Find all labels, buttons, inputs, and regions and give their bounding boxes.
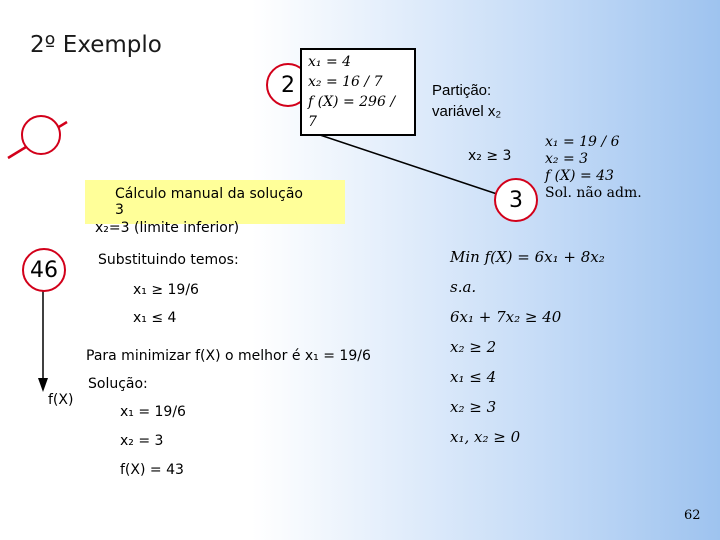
node-3-label: 3 <box>509 187 523 213</box>
node-46-label: 46 <box>30 257 58 283</box>
node-2-label: 2 <box>281 72 295 98</box>
lp-constraint-5: x₁, x₂ ≥ 0 <box>450 428 521 446</box>
node-3-fx: f (X) = 43 <box>545 168 614 184</box>
node-2-fx: f (X) = 296 / 7 <box>308 94 396 130</box>
branch-label: x₂ ≥ 3 <box>468 148 512 164</box>
manual-calc-band <box>85 180 345 224</box>
partition-line-1: Partição: <box>432 82 492 99</box>
lp-subject-to: s.a. <box>450 278 477 296</box>
node-2-x2: x₂ = 16 / 7 <box>308 74 383 90</box>
node-3-x2: x₂ = 3 <box>545 151 589 167</box>
node-3-x1: x₁ = 19 / 6 <box>545 134 620 150</box>
substituting-text: Substituindo temos: <box>98 252 239 268</box>
solution-x1: x₁ = 19/6 <box>120 404 186 420</box>
node-2-solution-box <box>300 48 416 136</box>
manual-calc-text: Cálculo manual da solução 3 <box>115 186 303 218</box>
solution-label: Solução: <box>88 376 148 392</box>
partition-line-2: variável x₂ <box>432 103 502 120</box>
solution-fx: f(X) = 43 <box>120 462 184 478</box>
lp-constraint-4: x₂ ≥ 3 <box>450 398 497 416</box>
inequality-x1-upper: x₁ ≤ 4 <box>133 310 177 326</box>
node-3-solution <box>545 134 642 202</box>
lower-limit-text: x₂=3 (limite inferior) <box>95 220 240 236</box>
solution-x2: x₂ = 3 <box>120 433 164 449</box>
lp-constraint-1: 6x₁ + 7x₂ ≥ 40 <box>450 308 562 326</box>
node-46 <box>22 248 66 292</box>
inequality-x1-lower: x₁ ≥ 19/6 <box>133 282 199 298</box>
lp-objective: Min f(X) = 6x₁ + 8x₂ <box>450 248 605 266</box>
fx-axis-label: f(X) <box>48 392 74 408</box>
node-3 <box>494 178 538 222</box>
node-2-x1: x₁ = 4 <box>308 54 352 70</box>
partition-note <box>432 80 501 122</box>
node-3-status: Sol. não adm. <box>545 185 642 201</box>
page-number: 62 <box>684 508 701 523</box>
lp-constraint-3: x₁ ≤ 4 <box>450 368 497 386</box>
slide-title: 2º Exemplo <box>30 32 162 58</box>
axis-arrowhead <box>38 378 48 392</box>
crossed-node <box>21 115 61 155</box>
lp-model <box>450 242 605 452</box>
minimize-text: Para minimizar f(X) o melhor é x₁ = 19/6 <box>86 348 371 364</box>
lp-constraint-2: x₂ ≥ 2 <box>450 338 497 356</box>
